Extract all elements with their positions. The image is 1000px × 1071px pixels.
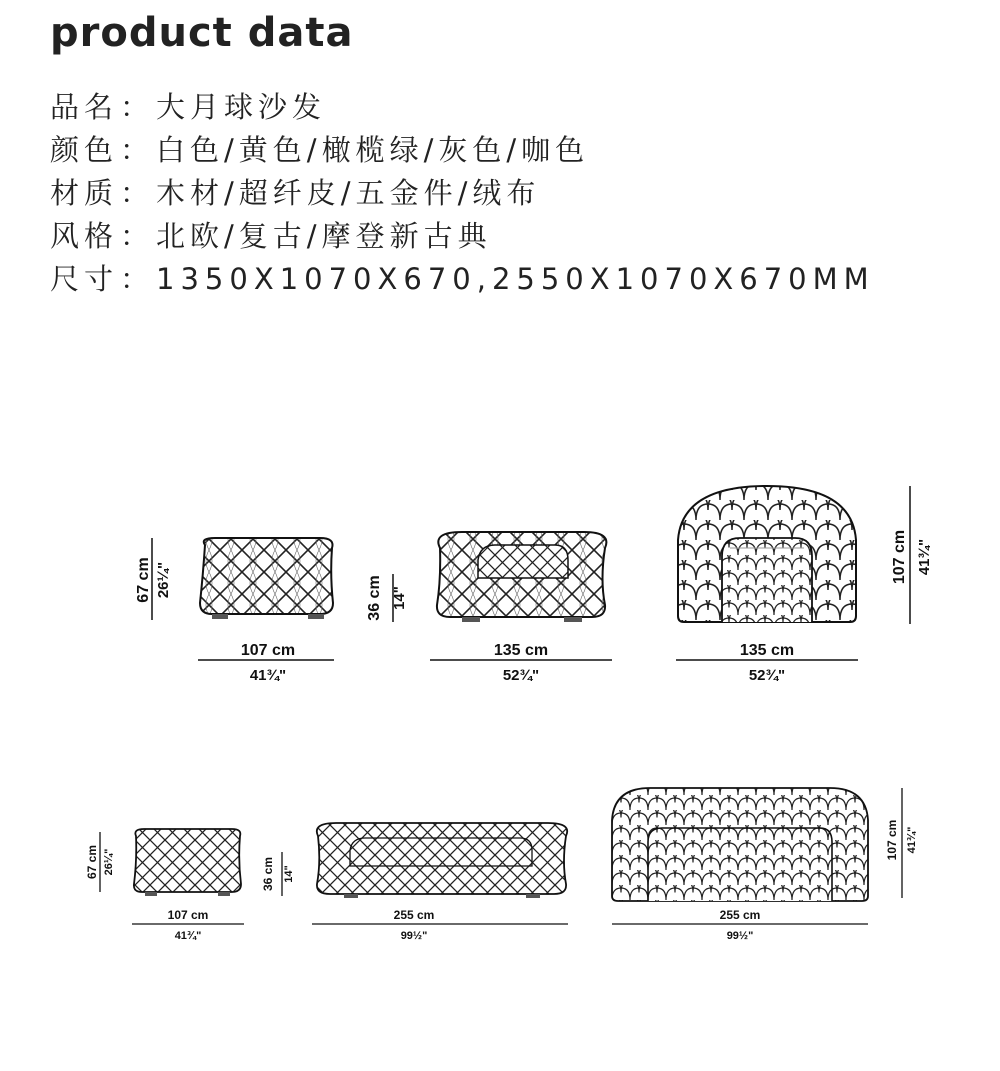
- spec-label: 颜色: [50, 133, 119, 167]
- sofa-top-width-in: 99½": [726, 930, 754, 942]
- sofa-top-width-cm: 255 cm: [719, 908, 761, 922]
- ottoman1-width-in: 41¾": [249, 667, 287, 684]
- page-title: product data: [50, 10, 354, 56]
- sofa-width-cm: 255 cm: [393, 908, 435, 922]
- ottoman2-height-cm: 67 cm: [85, 844, 99, 880]
- armchair-seat-in: 14": [391, 586, 408, 610]
- spec-colon: ：: [120, 219, 155, 253]
- armchair-depth-cm: 107 cm: [891, 529, 908, 585]
- armchair-width-in: 52¾": [502, 667, 540, 684]
- spec-value: 白色/黄色/橄榄绿/灰色/咖色: [156, 133, 590, 167]
- sofa-seat-cm: 36 cm: [261, 856, 275, 892]
- spec-label: 风格: [50, 219, 119, 253]
- armchair-width-cm: 135 cm: [493, 642, 549, 659]
- sofa-seat-in: 14": [283, 865, 295, 883]
- spec-colon: ：: [120, 176, 155, 210]
- spec-value: 木材/超纤皮/五金件/绒布: [156, 176, 541, 210]
- ottoman-front-view-small: [134, 829, 241, 896]
- armchair-depth-in: 41¾": [916, 538, 933, 576]
- spec-colon: ：: [120, 262, 155, 296]
- spec-label: 品名: [50, 90, 119, 124]
- spec-colon: ：: [120, 90, 155, 124]
- armchair-seat-cm: 36 cm: [366, 575, 383, 621]
- ottoman2-width-cm: 107 cm: [167, 908, 209, 922]
- spec-label: 材质: [50, 176, 119, 210]
- spec-value: 北欧/复古/摩登新古典: [156, 219, 492, 253]
- spec-colon: ：: [120, 133, 155, 167]
- ottoman1-height-in: 26¼": [155, 561, 172, 599]
- spec-value: 1350X1070X670,2550X1070X670MM: [156, 262, 875, 296]
- sofa-top-view: [612, 788, 868, 901]
- spec-label: 尺寸: [50, 262, 119, 296]
- ottoman1-height-cm: 67 cm: [135, 557, 152, 603]
- ottoman1-width-cm: 107 cm: [240, 642, 296, 659]
- armchair-top-view: [678, 486, 856, 622]
- sofa-depth-cm: 107 cm: [885, 819, 899, 861]
- sofa-depth-in: 41¾": [906, 826, 918, 854]
- armchair-top-width-in: 52¾": [748, 667, 786, 684]
- sofa-front-view: [317, 823, 567, 898]
- spec-value: 大月球沙发: [156, 90, 327, 124]
- ottoman-front-view: [200, 538, 333, 619]
- sofa-width-in: 99½": [400, 930, 428, 942]
- armchair-front-view: [437, 532, 606, 622]
- ottoman2-width-in: 41¾": [174, 930, 202, 942]
- armchair-top-width-cm: 135 cm: [739, 642, 795, 659]
- ottoman2-height-in: 26¼": [103, 848, 115, 876]
